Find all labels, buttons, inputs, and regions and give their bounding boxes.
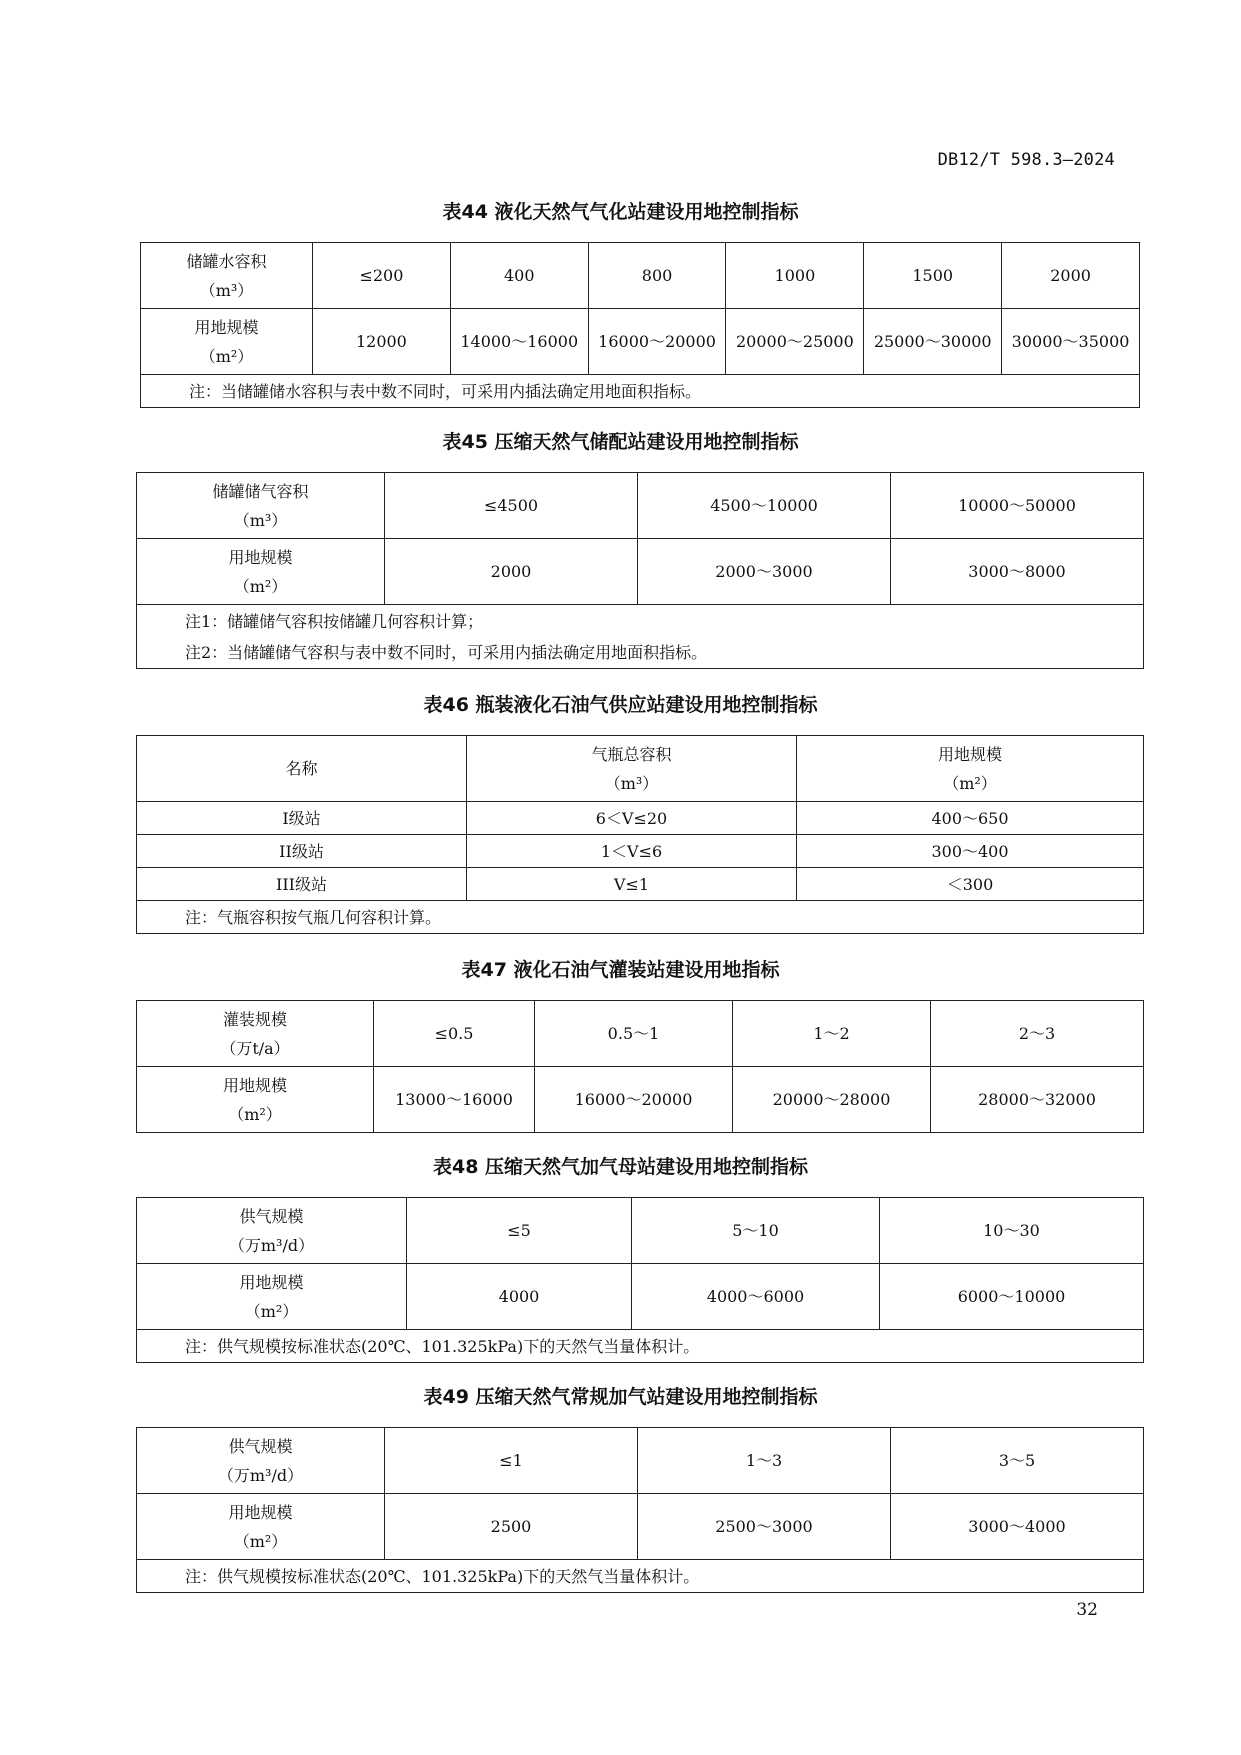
table-row [137, 1067, 1144, 1133]
row-label: 用地规模 （m²） [137, 1494, 385, 1560]
table-cell: 1500 [864, 243, 1002, 309]
table-note-row [137, 1330, 1144, 1363]
table-cell: ≤0.5 [374, 1001, 535, 1067]
row-label: 供气规模 （万m³/d） [137, 1198, 407, 1264]
table-row [137, 1264, 1144, 1330]
row-label: 用地规模 （m²） [137, 539, 385, 605]
table-45 [136, 472, 1144, 669]
table-note: 注：供气规模按标准状态(20℃、101.325kPa)下的天然气当量体积计。 [137, 1330, 1144, 1363]
table-note-row [137, 605, 1144, 669]
table-cell: II级站 [137, 835, 467, 868]
table-cell: 12000 [313, 309, 451, 375]
table-note-row [137, 1560, 1144, 1593]
table-cell: 400 [450, 243, 588, 309]
row-label: 储罐储气容积 （m³） [137, 473, 385, 539]
row-label: 用地规模 （m²） [137, 1264, 407, 1330]
table-cell: 2000 [1002, 243, 1140, 309]
table-row [137, 473, 1144, 539]
table-cell: 1＜V≤6 [467, 835, 797, 868]
row-label: 用地规模 （m²） [137, 1067, 374, 1133]
table-48-title: 表48 压缩天然气加气母站建设用地控制指标 [432, 1156, 809, 1178]
table-47-title: 表47 液化石油气灌装站建设用地指标 [461, 959, 780, 981]
table-cell: 2500 [385, 1494, 638, 1560]
column-header: 用地规模 （m²） [797, 736, 1144, 802]
table-cell: 6＜V≤20 [467, 802, 797, 835]
table-cell: 13000～16000 [374, 1067, 535, 1133]
table-49 [136, 1427, 1144, 1593]
row-label: 灌装规模 （万t/a） [137, 1001, 374, 1067]
table-note-row [137, 901, 1144, 934]
table-cell: 4500～10000 [638, 473, 891, 539]
table-cell: 30000～35000 [1002, 309, 1140, 375]
table-note: 注：当储罐储水容积与表中数不同时，可采用内插法确定用地面积指标。 [141, 375, 1140, 408]
table-48 [136, 1197, 1144, 1363]
table-row [137, 1428, 1144, 1494]
table-cell: 1000 [726, 243, 864, 309]
table-cell: 4000 [407, 1264, 632, 1330]
table-row [137, 1001, 1144, 1067]
table-cell: 4000～6000 [632, 1264, 880, 1330]
table-cell: ≤5 [407, 1198, 632, 1264]
table-44-title: 表44 液化天然气气化站建设用地控制指标 [442, 201, 799, 223]
table-cell: 20000～25000 [726, 309, 864, 375]
table-45-title: 表45 压缩天然气储配站建设用地控制指标 [442, 431, 799, 453]
table-44 [140, 242, 1140, 408]
table-cell: 800 [588, 243, 726, 309]
table-header-row [137, 736, 1144, 802]
table-cell: 25000～30000 [864, 309, 1002, 375]
table-cell: 300～400 [797, 835, 1144, 868]
table-cell: 5～10 [632, 1198, 880, 1264]
table-cell: 6000～10000 [880, 1264, 1144, 1330]
table-row [137, 868, 1144, 901]
column-header: 气瓶总容积 （m³） [467, 736, 797, 802]
table-cell: 10～30 [880, 1198, 1144, 1264]
table-cell: 16000～20000 [588, 309, 726, 375]
table-cell: 3000～4000 [891, 1494, 1144, 1560]
table-row [137, 802, 1144, 835]
table-cell: ＜300 [797, 868, 1144, 901]
table-row [137, 1198, 1144, 1264]
table-cell: 10000～50000 [891, 473, 1144, 539]
column-header: 名称 [137, 736, 467, 802]
table-cell: 2000 [385, 539, 638, 605]
row-label: 储罐水容积 （m³） [141, 243, 313, 309]
table-cell: ≤4500 [385, 473, 638, 539]
table-cell: 2000～3000 [638, 539, 891, 605]
table-cell: 20000～28000 [733, 1067, 931, 1133]
row-label: 供气规模 （万m³/d） [137, 1428, 385, 1494]
table-cell: 400～650 [797, 802, 1144, 835]
table-row [141, 309, 1140, 375]
row-label: 用地规模 （m²） [141, 309, 313, 375]
table-47 [136, 1000, 1144, 1133]
table-row [137, 835, 1144, 868]
document-code: DB12/T 598.3—2024 [937, 150, 1115, 170]
table-cell: 3000～8000 [891, 539, 1144, 605]
page-number: 32 [1076, 1600, 1098, 1620]
table-row [137, 539, 1144, 605]
table-cell: 3～5 [891, 1428, 1144, 1494]
table-row [137, 1494, 1144, 1560]
table-cell: 2500～3000 [638, 1494, 891, 1560]
table-cell: 2～3 [931, 1001, 1144, 1067]
table-note-row [141, 375, 1140, 408]
table-cell: ≤200 [313, 243, 451, 309]
table-46-title: 表46 瓶装液化石油气供应站建设用地控制指标 [423, 694, 818, 716]
table-note: 注：气瓶容积按气瓶几何容积计算。 [137, 901, 1144, 934]
table-cell: 16000～20000 [535, 1067, 733, 1133]
table-49-title: 表49 压缩天然气常规加气站建设用地控制指标 [423, 1386, 818, 1408]
table-cell: 1～2 [733, 1001, 931, 1067]
table-46 [136, 735, 1144, 934]
table-cell: V≤1 [467, 868, 797, 901]
table-note: 注：供气规模按标准状态(20℃、101.325kPa)下的天然气当量体积计。 [137, 1560, 1144, 1593]
table-cell: ≤1 [385, 1428, 638, 1494]
table-cell: III级站 [137, 868, 467, 901]
table-cell: 1～3 [638, 1428, 891, 1494]
table-cell: 0.5～1 [535, 1001, 733, 1067]
table-note: 注1：储罐储气容积按储罐几何容积计算； 注2：当储罐储气容积与表中数不同时，可采用内插法确定用地面积指标。 [137, 605, 1144, 669]
table-cell: 14000～16000 [450, 309, 588, 375]
table-row [141, 243, 1140, 309]
table-cell: I级站 [137, 802, 467, 835]
table-cell: 28000～32000 [931, 1067, 1144, 1133]
